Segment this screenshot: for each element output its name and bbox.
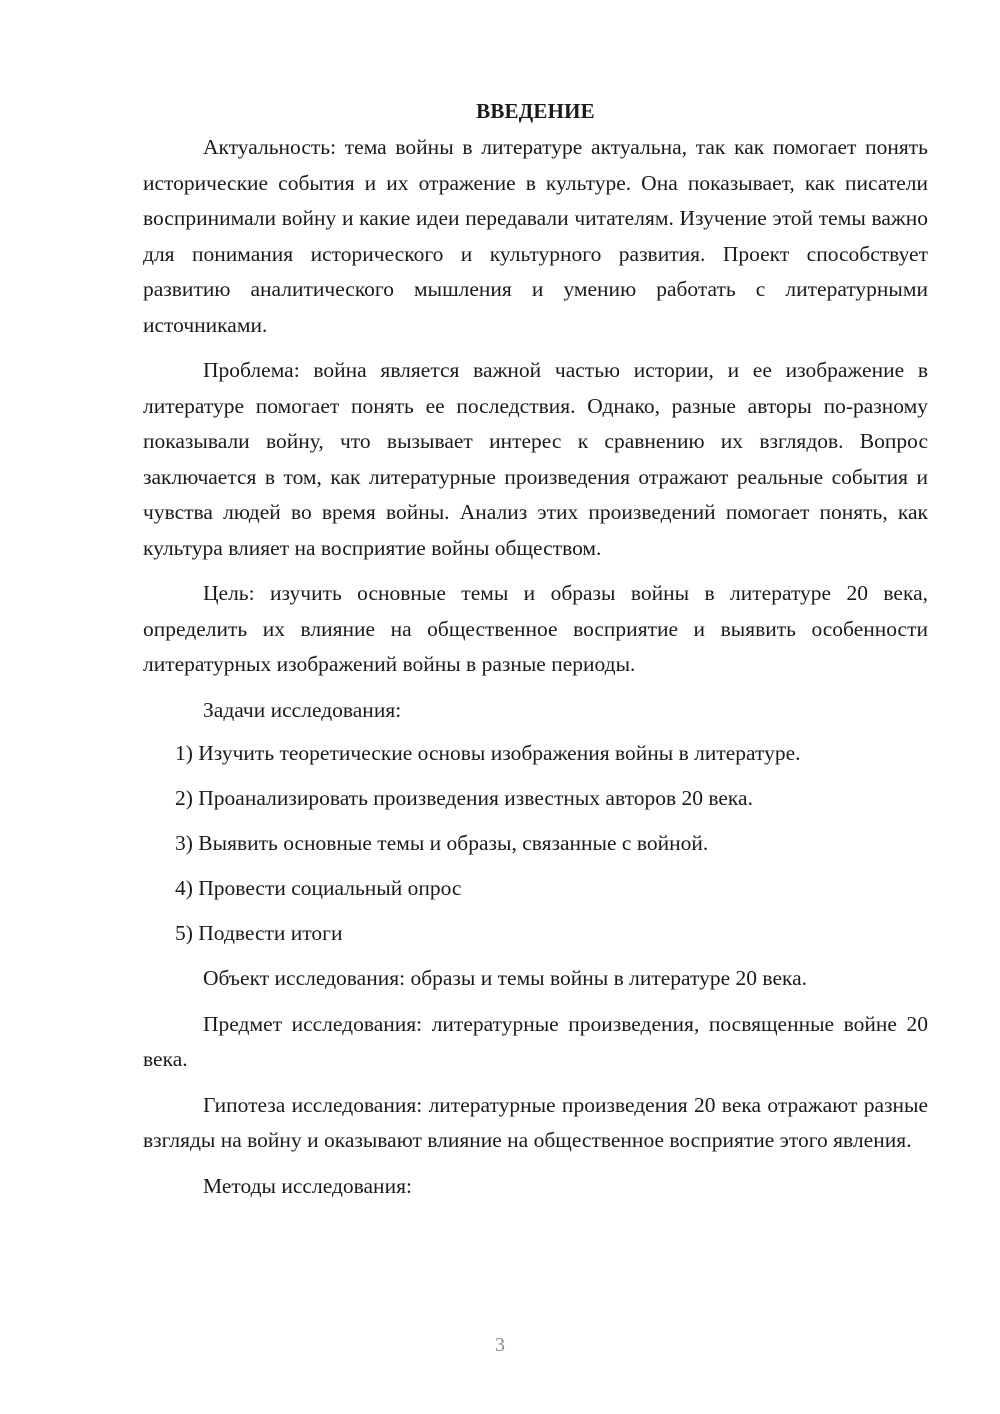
- paragraph-subject: Предмет исследования: литературные произведения, посвященные войне 20 века.: [143, 1011, 928, 1071]
- tasks-heading: Задачи исследования:: [203, 697, 402, 722]
- paragraph-hypothesis: Гипотеза исследования: литературные произведения 20 века отражают разные взгляды на войну и оказывают влияние на общественное восприятие этого явления.: [143, 1092, 928, 1152]
- page-content: [143, 92, 928, 1214]
- paragraph-object: Объект исследования: образы и темы войны в литературе 20 века.: [203, 966, 808, 990]
- paragraph-problem: Проблема: война является важной частью истории, и ее изображение в литературе помогает понять ее последствия. Однако, разные авторы по-разному показывали войну, что вызывает интерес к сравнению их взглядов. Вопрос заключается в том, как литературные произведения отражают реальные события и чувства людей во время войны. Анализ этих произведений помогает понять, как культура влияет на восприятие войны обществом.: [143, 358, 928, 560]
- methods-heading: Методы исследования:: [203, 1173, 412, 1198]
- task-item: 2) Проанализировать произведения известных авторов 20 века.: [175, 786, 753, 810]
- paragraph-relevance: Актуальность: тема войны в литературе актуальна, так как помогает понять исторические события и их отражение в культуре. Она показывает, как писатели воспринимали войну и какие идеи передавали читателям. Изучение этой темы важно для понимания исторического и культурного развития. Проект способствует развитию аналитического мышления и умению работать с литературными источниками.: [143, 135, 928, 337]
- paragraph-goal: Цель: изучить основные темы и образы войны в литературе 20 века, определить их влияние на общественное восприятие и выявить особенности литературных изображений войны в разные периоды.: [143, 581, 928, 676]
- task-item: 5) Подвести итоги: [175, 921, 343, 945]
- page-number: 3: [495, 1334, 505, 1356]
- tasks-list: [143, 736, 928, 952]
- page-title: ВВЕДЕНИЕ: [476, 99, 595, 123]
- task-item: 3) Выявить основные темы и образы, связанные с войной.: [175, 831, 709, 855]
- task-item: 4) Провести социальный опрос: [175, 876, 462, 900]
- task-item: 1) Изучить теоретические основы изображения войны в литературе.: [175, 741, 801, 765]
